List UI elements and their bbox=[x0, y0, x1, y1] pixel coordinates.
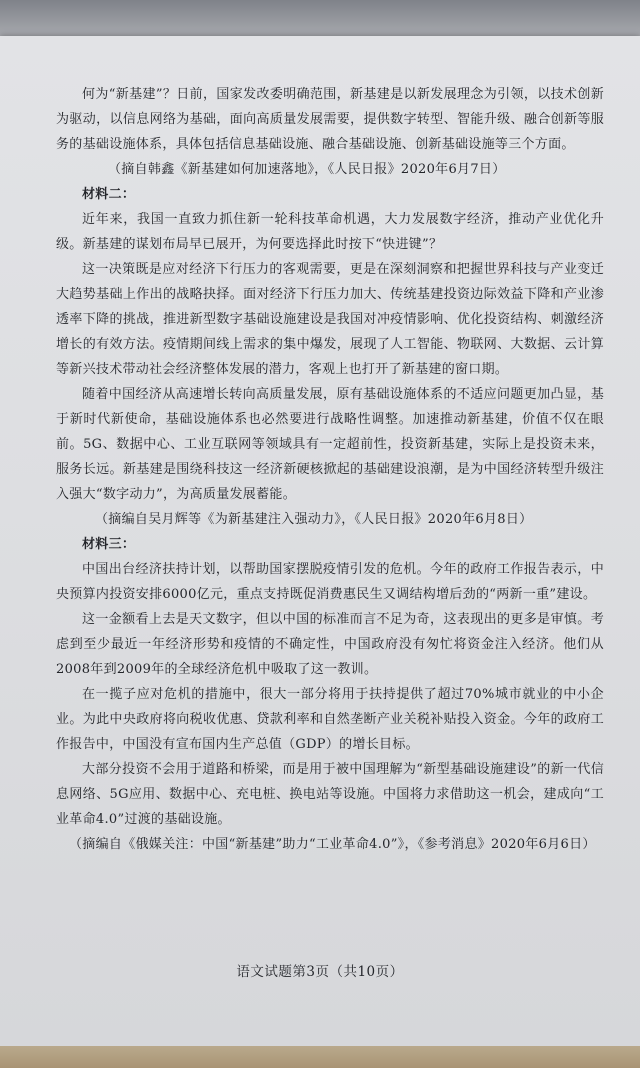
source-citation-2: （摘编自吴月辉等《为新基建注入强动力》，《人民日报》2020年6月8日） bbox=[95, 512, 533, 527]
material-3-heading: 材料三： bbox=[82, 537, 136, 552]
source-citation-1: （摘自韩鑫《新基建如何加速落地》，《人民日报》2020年6月7日） bbox=[108, 162, 506, 177]
material-3-paragraph: 大部分投资不会用于道路和桥梁，而是用于被中国理解为“新型基础设施建设”的新一代信息网络、5G应用、数据中心、充电桩、换电站等设施。中国将力求借助这一机会，建成向“工业革命4.0”过渡的基础设施。 bbox=[56, 762, 604, 827]
material-2-paragraph: 这一决策既是应对经济下行压力的客观需要，更是在深刻洞察和把握世界科技与产业变迁大趋势基础上作出的战略抉择。面对经济下行压力加大、传统基建投资边际效益下降和产业渗透率下降的挑战，推进新型数字基础设施建设是我国对冲疫情影响、优化投资结构、刺激经济增长的有效方法。疫情期间线上需求的集中爆发，展现了人工智能、物联网、大数据、云计算等新兴技术带动社会经济整体发展的潜力，客观上也打开了新基建的窗口期。 bbox=[56, 262, 604, 377]
material-2-heading: 材料二： bbox=[82, 187, 136, 202]
background-top bbox=[0, 0, 640, 36]
background-bottom bbox=[0, 1046, 640, 1068]
material-3-paragraph: 这一金额看上去是天文数字，但以中国的标准而言不足为奇，这表现出的更多是审慎。考虑到至少最近一年经济形势和疫情的不确定性，中国政府没有匆忙将资金注入经济。他们从2008年到2009年的全球经济危机中吸取了这一教训。 bbox=[56, 612, 604, 677]
page-footer: 语文试题第3页（共10页） bbox=[236, 964, 404, 980]
page-content bbox=[56, 82, 604, 857]
material-2-paragraph: 随着中国经济从高速增长转向高质量发展，原有基础设施体系的不适应问题更加凸显，基于新时代新使命，基础设施体系也必然要进行战略性调整。加速推动新基建，价值不仅在眼前。5G、数据中心、工业互联网等领域具有一定超前性，投资新基建，实际上是投资未来，服务长远。新基建是围绕科技这一经济新硬核掀起的基础建设浪潮，是为中国经济转型升级注入强大“数字动力”，为高质量发展蓄能。 bbox=[56, 387, 604, 502]
material-3-paragraph: 中国出台经济扶持计划，以帮助国家摆脱疫情引发的危机。今年的政府工作报告表示，中央预算内投资安排6000亿元，重点支持既促消费惠民生又调结构增后劲的“两新一重”建设。 bbox=[56, 562, 604, 602]
intro-paragraph: 何为“新基建”？日前，国家发改委明确范围，新基建是以新发展理念为引领，以技术创新为驱动，以信息网络为基础，面向高质量发展需要，提供数字转型、智能升级、融合创新等服务的基础设施体系，具体包括信息基础设施、融合基础设施、创新基础设施等三个方面。 bbox=[56, 87, 604, 152]
material-2-paragraph: 近年来，我国一直致力抓住新一轮科技革命机遇，大力发展数字经济，推动产业优化升级。新基建的谋划布局早已展开，为何要选择此时按下“快进键”？ bbox=[56, 212, 604, 252]
source-citation-3: （摘编自《俄媒关注：中国“新基建”助力“工业革命4.0”》，《参考消息》2020年6月6日） bbox=[69, 837, 596, 852]
material-3-paragraph: 在一揽子应对危机的措施中，很大一部分将用于扶持提供了超过70%城市就业的中小企业。为此中央政府将向税收优惠、贷款利率和自然垄断产业关税补贴投入资金。今年的政府工作报告中，中国没有宣布国内生产总值（GDP）的增长目标。 bbox=[56, 687, 604, 752]
